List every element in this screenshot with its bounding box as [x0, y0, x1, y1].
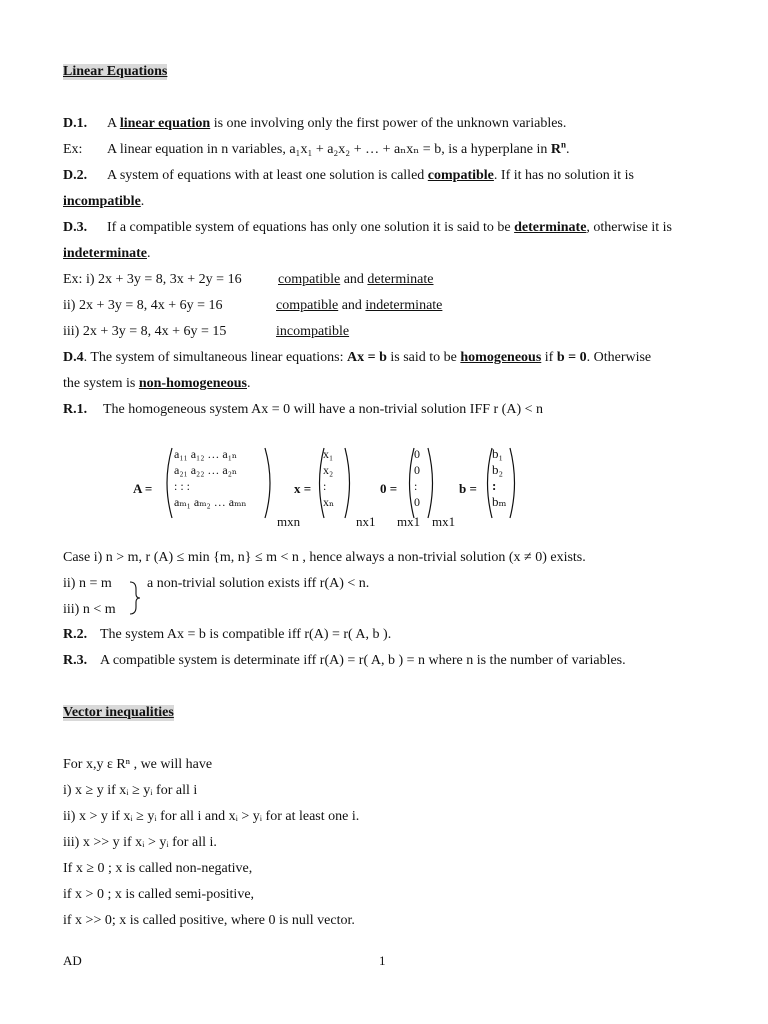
definition-d3-line2: indeterminate.	[63, 246, 151, 261]
term-indeterminate: indeterminate	[63, 246, 147, 261]
remark-r1: R.1. The homogeneous system Ax = 0 will have a non-trivial solution IFF r (A) < n	[63, 402, 544, 417]
matrix-x: x₁ x₂ : xₙ	[323, 447, 335, 509]
dim-b: mx1	[432, 514, 456, 529]
term-homogeneous: homogeneous	[460, 350, 542, 365]
example-row: iii) 2x + 3y = 8, 4x + 6y = 15 incompatible	[63, 324, 350, 339]
example-row: ii) 2x + 3y = 8, 4x + 6y = 16 compatible and indeterminate	[63, 298, 443, 313]
example-row: Ex: i) 2x + 3y = 8, 3x + 2y = 16 compatible and determinate	[63, 272, 434, 287]
right-paren-icon	[508, 446, 520, 520]
right-paren-icon	[426, 446, 438, 520]
definition-d1: D.1. A linear equation is one involving only the first power of the unknown variables.	[63, 116, 567, 131]
vector-item: If x ≥ 0 ; x is called non-negative,	[63, 861, 253, 876]
matrix-a: a₁₁ a₁₂ … a₁ₙ a₂₁ a₂₂ … a₂ₙ : : : aₘ₁ aₘ₂ … aₘₙ	[174, 447, 247, 509]
definition-d3: D.3. If a compatible system of equations has only one solution it is said to be determinate, otherwise it is	[63, 220, 672, 235]
dim-zero: mx1	[397, 514, 421, 529]
case-2: ii) n = m a non-trivial solution exists iff r(A) < n.	[63, 576, 370, 591]
matrix-b: b₁ b₂ : bₘ	[492, 446, 507, 509]
right-paren-icon	[263, 446, 277, 520]
definition-d4: D.4. The system of simultaneous linear equations: Ax = b is said to be homogeneous if b = 0. Otherwise	[63, 350, 652, 365]
term-compatible: compatible	[427, 168, 494, 183]
case-1: Case i) n > m, r (A) ≤ min {m, n} ≤ m < n , hence always a non-trivial solution (x ≠ 0) exists.	[63, 550, 586, 565]
right-paren-icon	[343, 446, 355, 520]
term-determinate: determinate	[514, 220, 587, 235]
def-tag: D.1.	[63, 116, 88, 131]
remark-r2: R.2. The system Ax = b is compatible iff r(A) = r( A, b ).	[63, 627, 392, 642]
section-heading-linear-equations: Linear Equations	[63, 64, 168, 79]
vector-item: iii) x >> y if xᵢ > yᵢ for all i.	[63, 835, 217, 850]
page-number: 1	[379, 953, 386, 968]
definition-d2: D.2. A system of equations with at least one solution is called compatible. If it has no solution it is	[63, 168, 634, 183]
matrix-a-label: A =	[133, 481, 153, 496]
matrix-x-label: x =	[294, 481, 312, 496]
dim-x: nx1	[356, 514, 376, 529]
right-brace-icon	[128, 580, 142, 616]
remark-r3: R.3. A compatible system is determinate iff r(A) = r( A, b ) = n where n is the number of variables.	[63, 653, 626, 668]
example-hyperplane: Ex: A linear equation in n variables, a₁x₁ + a₂x₂ + … + aₙxₙ = b, is a hyperplane in $R^n$.	[63, 139, 570, 157]
vector-item: ii) x > y if xᵢ ≥ yᵢ for all i and xᵢ > yᵢ for at least one i.	[63, 809, 360, 824]
vector-item: if x >> 0; x is called positive, where 0 is null vector.	[63, 913, 355, 928]
term-linear-equation: linear equation	[119, 116, 211, 131]
vector-intro: For x,y ε Rⁿ , we will have	[63, 757, 213, 772]
left-paren-icon	[160, 446, 174, 520]
footer-author: AD	[63, 953, 82, 968]
definition-d4-line2: the system is non-homogeneous.	[63, 376, 251, 391]
vector-item: i) x ≥ y if xᵢ ≥ yᵢ for all i	[63, 783, 198, 798]
vector-item: if x > 0 ; x is called semi-positive,	[63, 887, 255, 902]
term-non-homogeneous: non-homogeneous	[138, 376, 247, 391]
case-3: iii) n < m	[63, 602, 116, 617]
matrix-zero-label: 0 =	[380, 481, 398, 496]
matrix-b-label: b =	[459, 481, 477, 496]
term-incompatible: incompatible	[63, 194, 141, 209]
definition-d2-line2: incompatible.	[63, 194, 145, 209]
matrix-zero: 0 0 : 0	[414, 447, 420, 509]
section-heading-vector-inequalities: Vector inequalities	[63, 705, 174, 720]
dim-a: mxn	[277, 514, 301, 529]
